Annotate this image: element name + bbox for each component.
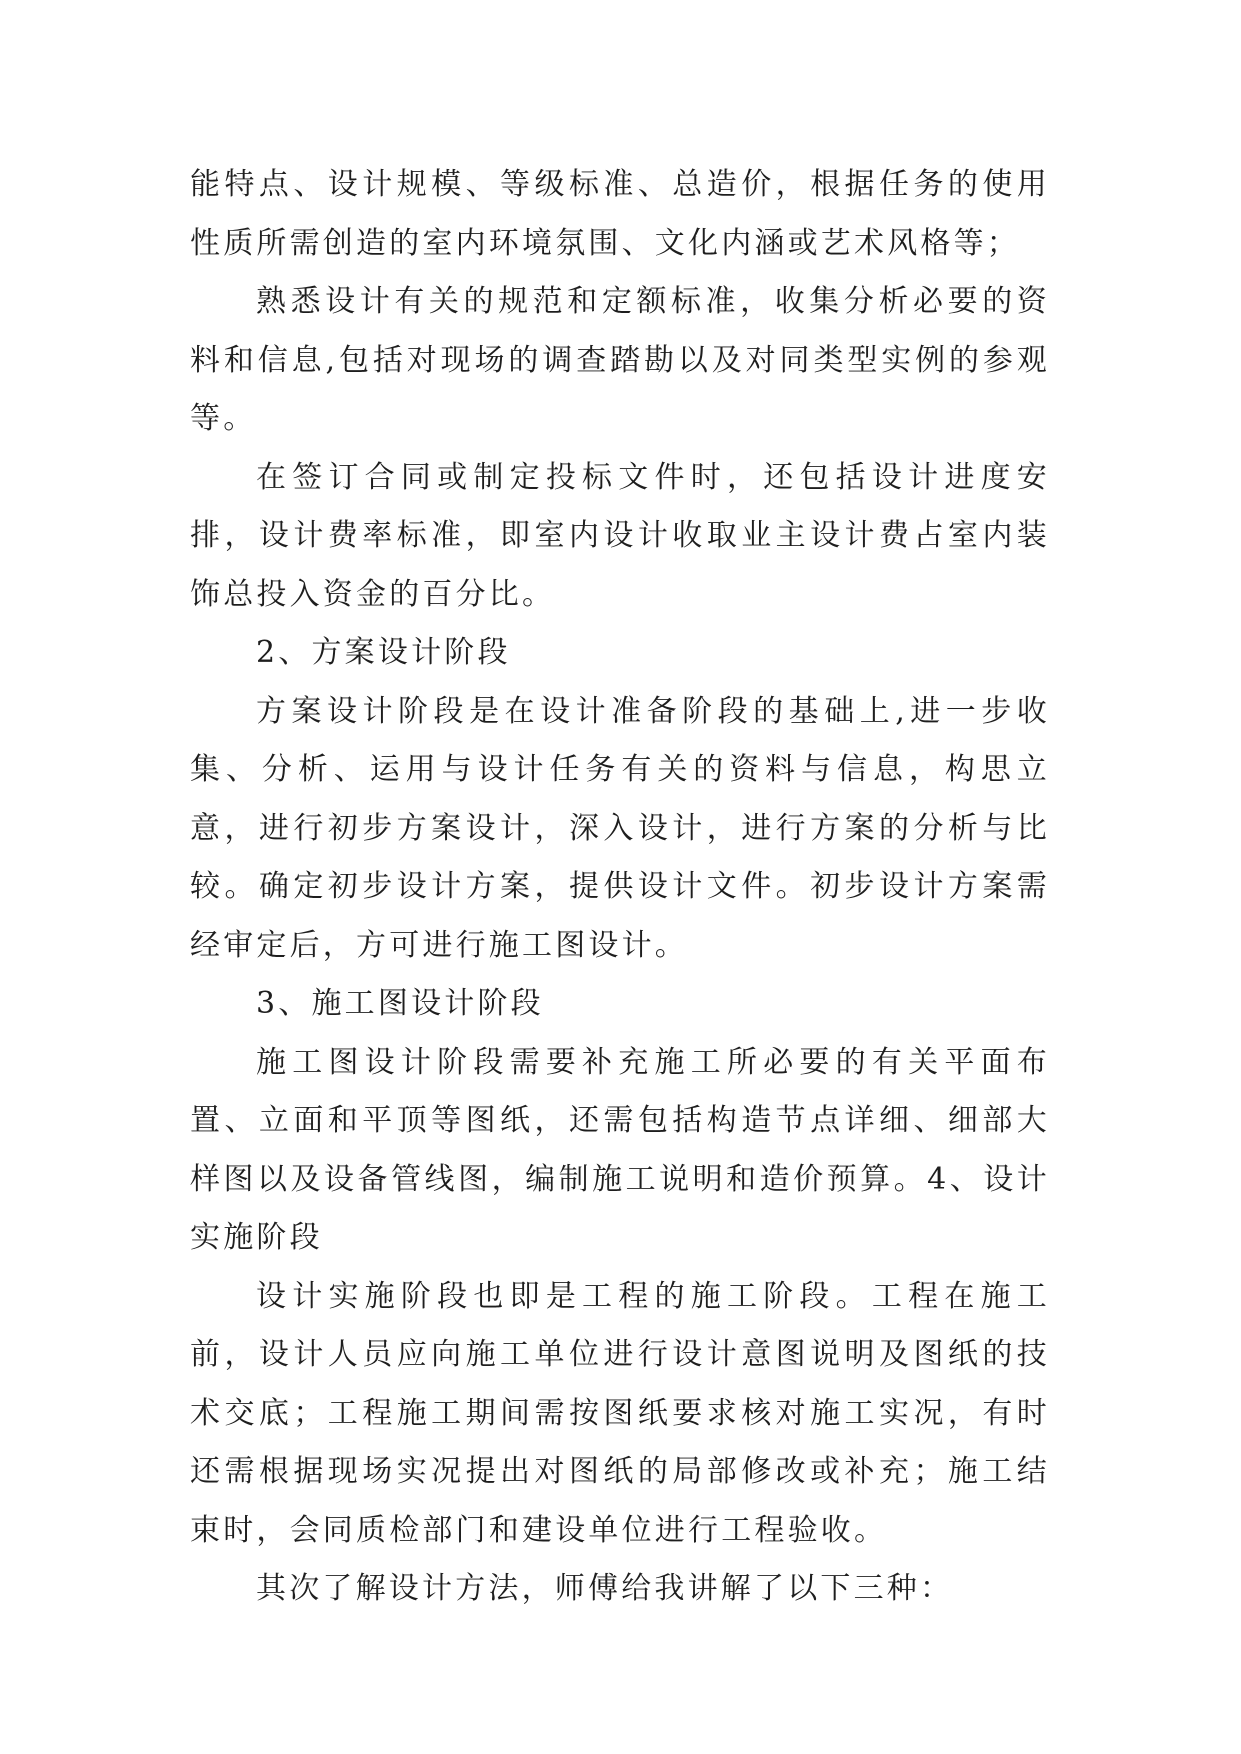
paragraph-2: 熟悉设计有关的规范和定额标准，收集分析必要的资料和信息,包括对现场的调查踏勘以及对同类型实例的参观等。 <box>190 284 1050 436</box>
paragraph-5: 施工图设计阶段需要补充施工所必要的有关平面布置、立面和平顶等图纸，还需包括构造节点详细、细部大样图以及设备管线图，编制施工说明和造价预算。4、设计实施阶段 <box>190 1044 1050 1255</box>
paragraph-3: 在签订合同或制定投标文件时，还包括设计进度安排，设计费率标准，即室内设计收取业主设计费占室内装饰总投入资金的百分比。 <box>190 459 1050 612</box>
paragraph-7: 其次了解设计方法，师傅给我讲解了以下三种： <box>256 1571 954 1606</box>
paragraph-4: 方案设计阶段是在设计准备阶段的基础上,进一步收集、分析、运用与设计任务有关的资料与信息，构思立意，进行初步方案设计，深入设计，进行方案的分析与比较。确定初步设计方案，提供设计文件。初步设计方案需经审定后，方可进行施工图设计。 <box>190 693 1050 963</box>
body-text <box>190 156 1050 1619</box>
paragraph-1: 能特点、设计规模、等级标准、总造价，根据任务的使用性质所需创造的室内环境氛围、文化内涵或艺术风格等； <box>190 167 1050 261</box>
section-heading-2: 2、方案设计阶段 <box>256 635 511 670</box>
section-heading-3: 3、施工图设计阶段 <box>256 986 544 1021</box>
paragraph-6: 设计实施阶段也即是工程的施工阶段。工程在施工前，设计人员应向施工单位进行设计意图说明及图纸的技术交底；工程施工期间需按图纸要求核对施工实况，有时还需根据现场实况提出对图纸的局部修改或补充；施工结束时，会同质检部门和建设单位进行工程验收。 <box>190 1278 1050 1548</box>
